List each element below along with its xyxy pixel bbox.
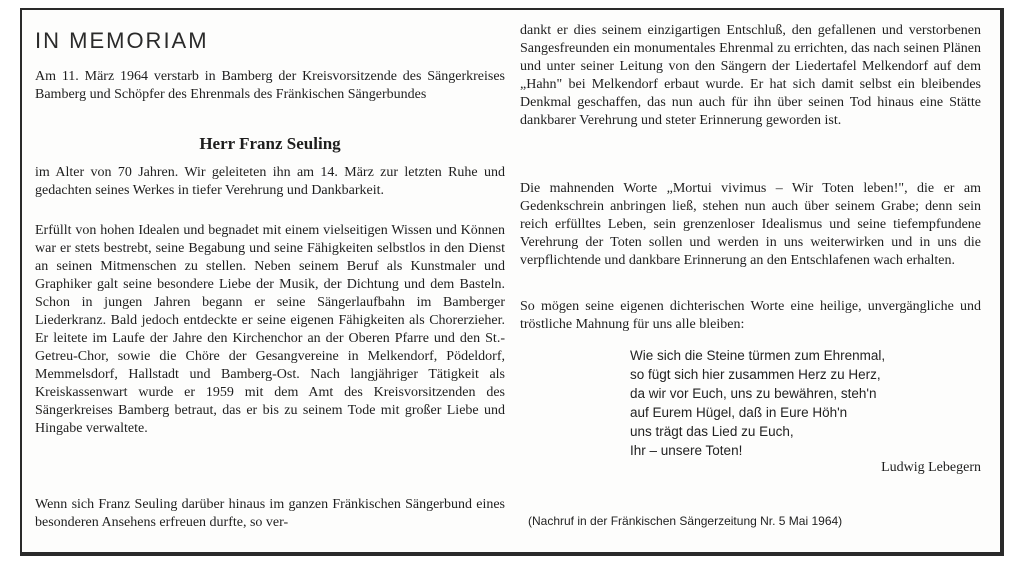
poem-line: so fügt sich hier zusammen Herz zu Herz, [630,367,881,382]
paragraph-biography: Erfüllt von hohen Idealen und begnadet mit einem vielseitigen Wissen und Können war er stets bestrebt, seine Begabung und seine Fähigkeiten selbstlos in den Dienst an seinen Mitmenschen zu stellen. Neben seinem Beruf als Kunstmaler und Graphiker galt seine besondere Liebe der Musik, der Dichtung und dem Basteln. Schon in jungen Jahren begann er seine Sängerlaufbahn im Bamberger Liederkranz. Bald jedoch entdeckte er seine eigenen Fähigkeiten als Chorerzieher. Er leitete im Laufe der Jahre den Kirchenchor an der Oberen Pfarre und den St.-Getreu-Chor, sowie die Chöre der Gesangvereine in Melkendorf, Pödeldorf, Memmelsdorf, Hallstadt und Bamberg-Ost. Nach langjähriger Tätigkeit als Kreiskassenwart wurde er 1959 mit dem Amt des Kreisvorsitzenden des Sängerkreises Bamberg betraut, das er bis zu seinem Tode mit großer Liebe und Hingabe verwaltete. [35,223,505,436]
page-title: IN MEMORIAM [35,28,209,53]
poem-line: auf Eurem Hügel, daß in Eure Höh'n [630,405,848,420]
source-note: (Nachruf in der Fränkischen Sängerzeitung Nr. 5 Mai 1964) [528,514,843,528]
intro-paragraph: Am 11. März 1964 verstarb in Bamberg der Kreisvorsitzende des Sängerkreises Bamberg und Schöpfer des Ehrenmals des Fränkischen Sängerbundes [35,69,505,102]
paragraph-poem-intro: So mögen seine eigenen dichterischen Worte eine heilige, unvergängliche und tröstliche Mahnung für uns alle bleiben: [520,299,981,332]
paragraph-mortui-vivimus: Die mahnenden Worte „Mortui vivimus – Wir Toten leben!", die er am Gedenkschrein anbringen ließ, stehen nun auch über seinem Grabe; denn sein reich erfülltes Leben, sein grenzenloser Idealismus und seine tiefempfundene Verehrung der Toten sollen und werden in uns weiterwirken und in uns die verpflichtende und dankbare Erinnerung an den Entschlafenen wach erhalten. [520,181,981,268]
paragraph-reputation: Wenn sich Franz Seuling darüber hinaus im ganzen Fränkischen Sängerbund eines besonderen Ansehens erfreuen durfte, so ver- [35,497,505,530]
paragraph-age: im Alter von 70 Jahren. Wir geleiteten ihn am 14. März zur letzten Ruhe und gedachten seines Werkes in tiefer Verehrung und Dankbarkeit. [35,165,505,198]
poem-line: Wie sich die Steine türmen zum Ehrenmal, [630,348,886,363]
poem-author: Ludwig Lebegern [881,460,981,475]
poem-line: Ihr – unsere Toten! [630,443,743,458]
deceased-name: Herr Franz Seuling [199,134,341,153]
poem-line: uns trägt das Lied zu Euch, [630,424,794,439]
memorial-notice-frame [20,8,1004,556]
poem [630,346,930,460]
poem-line: da wir vor Euch, uns zu bewähren, steh'n [630,386,877,401]
paragraph-ehrenmal: dankt er dies seinem einzigartigen Entschluß, den gefallenen und verstorbenen Sangesfreunden ein monumentales Ehrenmal zu errichten, das nach seinen Plänen und unter seiner Leitung von den Sängern der Liedertafel Melkendorf auf dem „Hahn" bei Melkendorf erbaut wurde. Er hat sich damit selbst ein bleibendes Denkmal geschaffen, das nun auch für ihn über seinen Tod hinaus eine Stätte dankbarer Verehrung und steter Erinnerung geworden ist. [520,23,981,128]
